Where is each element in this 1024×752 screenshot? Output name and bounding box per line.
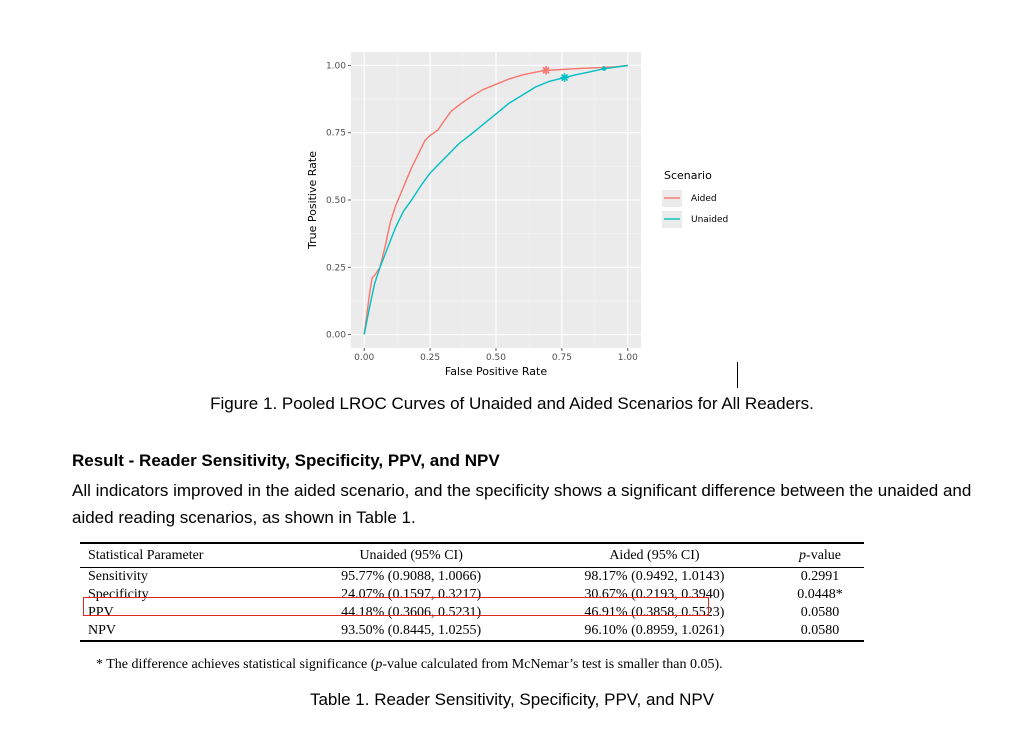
header-p-value: p-value xyxy=(799,548,842,563)
cell-parameter: PPV xyxy=(88,605,114,620)
y-tick-label: 0.25 xyxy=(325,263,346,274)
cell-unaided: 95.77% (0.9088, 1.0066) xyxy=(341,569,482,584)
specificity-highlight-box xyxy=(83,597,709,616)
y-tick-label: 0.00 xyxy=(325,330,346,341)
table-footnote: * The difference achieves statistical significance (p-value calculated from McNemar’s test is smaller than 0.05). xyxy=(96,657,723,672)
y-axis-title: True Positive Rate xyxy=(306,151,319,249)
cell-unaided: 44.18% (0.3606, 0.5231) xyxy=(341,605,482,620)
cell-p-value: 0.0448* xyxy=(797,587,843,602)
figure-caption: Figure 1. Pooled LROC Curves of Unaided and Aided Scenarios for All Readers. xyxy=(210,394,814,413)
results-table-container xyxy=(80,542,864,642)
y-tick-label: 0.75 xyxy=(325,128,346,139)
cell-aided: 96.10% (0.8959, 1.0261) xyxy=(584,623,725,638)
results-table xyxy=(80,542,864,642)
header-unaided: Unaided (95% CI) xyxy=(359,548,463,563)
y-tick-label: 1.00 xyxy=(325,61,346,72)
cell-aided: 30.67% (0.2193, 0.3940) xyxy=(584,587,725,602)
header-parameter: Statistical Parameter xyxy=(88,548,204,563)
y-tick-label: 0.50 xyxy=(325,196,346,206)
x-axis-ticks xyxy=(354,348,638,363)
cell-p-value: 0.2991 xyxy=(800,569,840,584)
header-aided: Aided (95% CI) xyxy=(609,548,700,563)
operating-point-dot-unaided xyxy=(602,66,606,70)
legend-label-unaided: Unaided xyxy=(691,215,729,225)
table-header-row xyxy=(80,543,864,568)
table-row xyxy=(80,622,864,641)
x-axis-title: False Positive Rate xyxy=(444,365,548,378)
legend-title: Scenario xyxy=(664,169,712,182)
cell-aided: 98.17% (0.9492, 1.0143) xyxy=(584,569,725,584)
cell-p-value: 0.0580 xyxy=(800,623,840,638)
x-tick-label: 1.00 xyxy=(617,353,638,363)
operating-point-asterisk-unaided xyxy=(560,73,568,81)
table-caption: Table 1. Reader Sensitivity, Specificity, PPV, and NPV xyxy=(309,690,715,709)
operating-point-asterisk-aided xyxy=(542,66,550,74)
cell-parameter: NPV xyxy=(88,623,117,638)
cell-parameter: Sensitivity xyxy=(88,569,148,584)
text-cursor xyxy=(737,362,738,388)
x-tick-label: 0.50 xyxy=(485,353,507,363)
section-body: All indicators improved in the aided scenario, and the specificity shows a significant difference between the unaided and aided reading scenarios, as shown in Table 1. xyxy=(72,481,972,527)
y-axis-ticks xyxy=(326,61,351,340)
cell-unaided: 24.07% (0.1597, 0.3217) xyxy=(341,587,482,602)
cell-p-value: 0.0580 xyxy=(800,605,840,620)
lroc-chart xyxy=(296,46,766,386)
cell-aided: 46.91% (0.3858, 0.5523) xyxy=(584,605,725,620)
table-row xyxy=(80,568,864,587)
x-tick-label: 0.75 xyxy=(551,353,572,363)
legend-label-aided: Aided xyxy=(691,194,717,204)
legend xyxy=(662,190,728,228)
cell-unaided: 93.50% (0.8445, 1.0255) xyxy=(341,623,482,638)
cell-parameter: Specificity xyxy=(88,587,149,602)
section-heading: Result - Reader Sensitivity, Specificity, PPV, and NPV xyxy=(72,451,500,470)
x-tick-label: 0.25 xyxy=(420,353,441,363)
x-tick-label: 0.00 xyxy=(354,353,375,363)
